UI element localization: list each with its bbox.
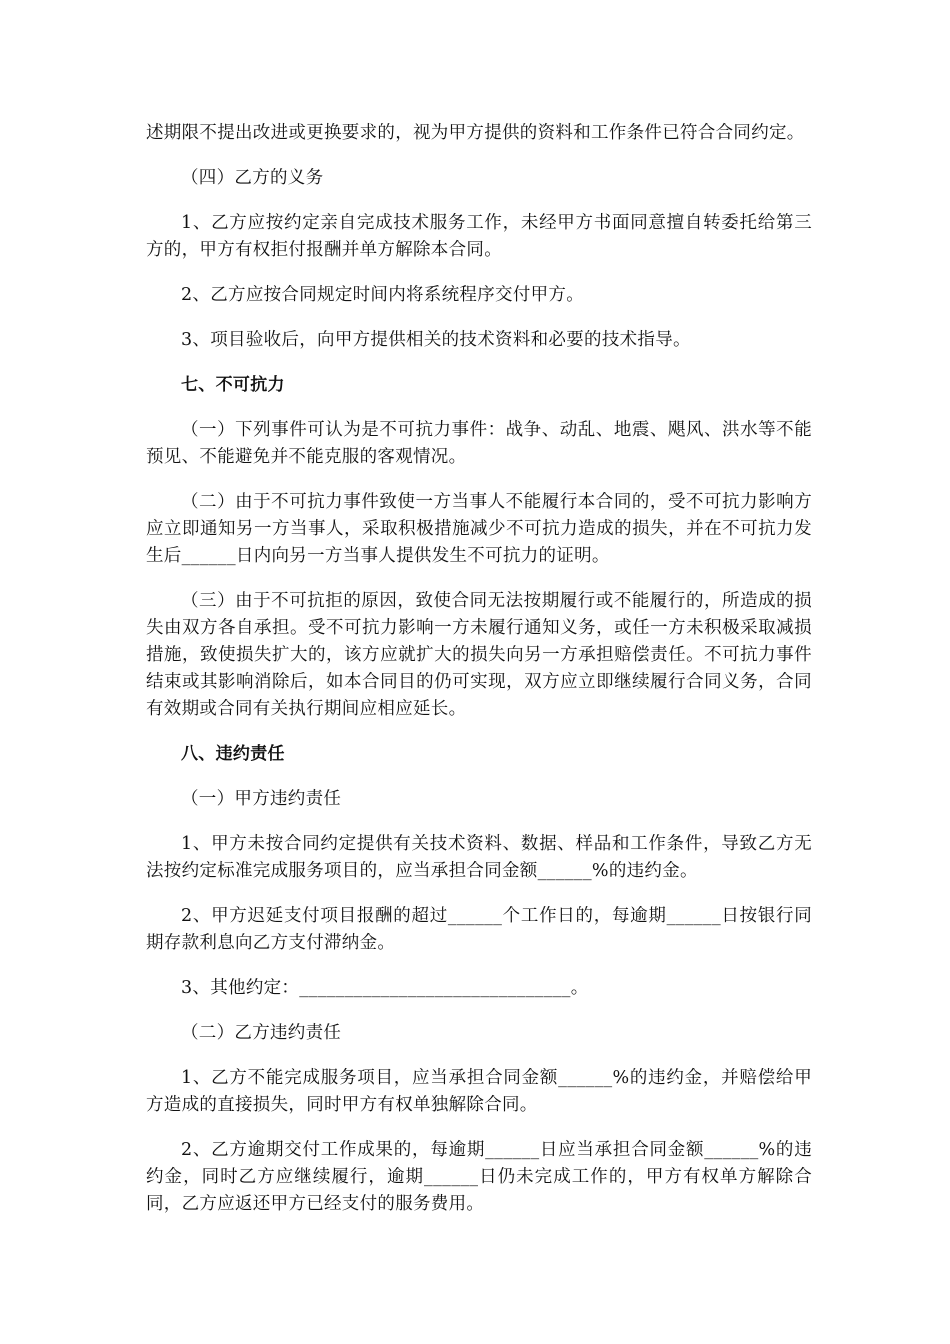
paragraph-obligation-3: 3、项目验收后，向甲方提供相关的技术资料和必要的技术指导。 <box>181 330 691 350</box>
paragraph-party-a-liability-1: 1、甲方未按合同约定提供有关技术资料、数据、样品和工作条件，导致乙方无法按约定标准完成服务项目的，应当承担合同金额______%的违约金。 <box>146 834 812 881</box>
section-heading-force-majeure: 七、不可抗力 <box>181 375 285 395</box>
paragraph-force-majeure-2: （二）由于不可抗力事件致使一方当事人不能履行本合同的，受不可抗力影响方应立即通知另一方当事人，采取积极措施减少不可抗力造成的损失，并在不可抗力发生后______日内向另一方当事人提供发生不可抗力的证明。 <box>146 492 812 566</box>
paragraph-party-a-liability-title: （一）甲方违约责任 <box>181 789 342 809</box>
section-heading-liability: 八、违约责任 <box>181 744 285 764</box>
paragraph-obligation-1: 1、乙方应按约定亲自完成技术服务工作，未经甲方书面同意擅自转委托给第三方的，甲方有权拒付报酬并单方解除本合同。 <box>146 213 812 260</box>
document-body <box>146 120 812 1236</box>
paragraph-party-a-liability-3: 3、其他约定：______________________________。 <box>181 978 589 998</box>
paragraph-party-b-liability-title: （二）乙方违约责任 <box>181 1023 342 1043</box>
paragraph-force-majeure-1: （一）下列事件可认为是不可抗力事件：战争、动乱、地震、飓风、洪水等不能预见、不能避免并不能克服的客观情况。 <box>146 420 812 467</box>
paragraph-continued: 述期限不提出改进或更换要求的，视为甲方提供的资料和工作条件已符合合同约定。 <box>146 123 805 143</box>
paragraph-party-b-liability-2: 2、乙方逾期交付工作成果的，每逾期______日应当承担合同金额______%的违约金，同时乙方应继续履行，逾期______日仍未完成工作的，甲方有权单方解除合同，乙方应返还甲方已经支付的服务费用。 <box>146 1140 812 1214</box>
paragraph-obligation-2: 2、乙方应按合同规定时间内将系统程序交付甲方。 <box>181 285 585 305</box>
paragraph-party-b-liability-1: 1、乙方不能完成服务项目，应当承担合同金额______%的违约金，并赔偿给甲方造成的直接损失，同时甲方有权单独解除合同。 <box>146 1068 812 1115</box>
paragraph-subsection-4-title: （四）乙方的义务 <box>181 168 324 188</box>
paragraph-party-a-liability-2: 2、甲方迟延支付项目报酬的超过______个工作日的，每逾期______日按银行同期存款利息向乙方支付滞纳金。 <box>146 906 812 953</box>
paragraph-force-majeure-3: （三）由于不可抗拒的原因，致使合同无法按期履行或不能履行的，所造成的损失由双方各自承担。受不可抗力影响一方未履行通知义务，或任一方未积极采取减损措施，致使损失扩大的，该方应就扩大的损失向另一方承担赔偿责任。不可抗力事件结束或其影响消除后，如本合同目的仍可实现，双方应立即继续履行合同义务，合同有效期或合同有关执行期间应相应延长。 <box>146 591 812 719</box>
